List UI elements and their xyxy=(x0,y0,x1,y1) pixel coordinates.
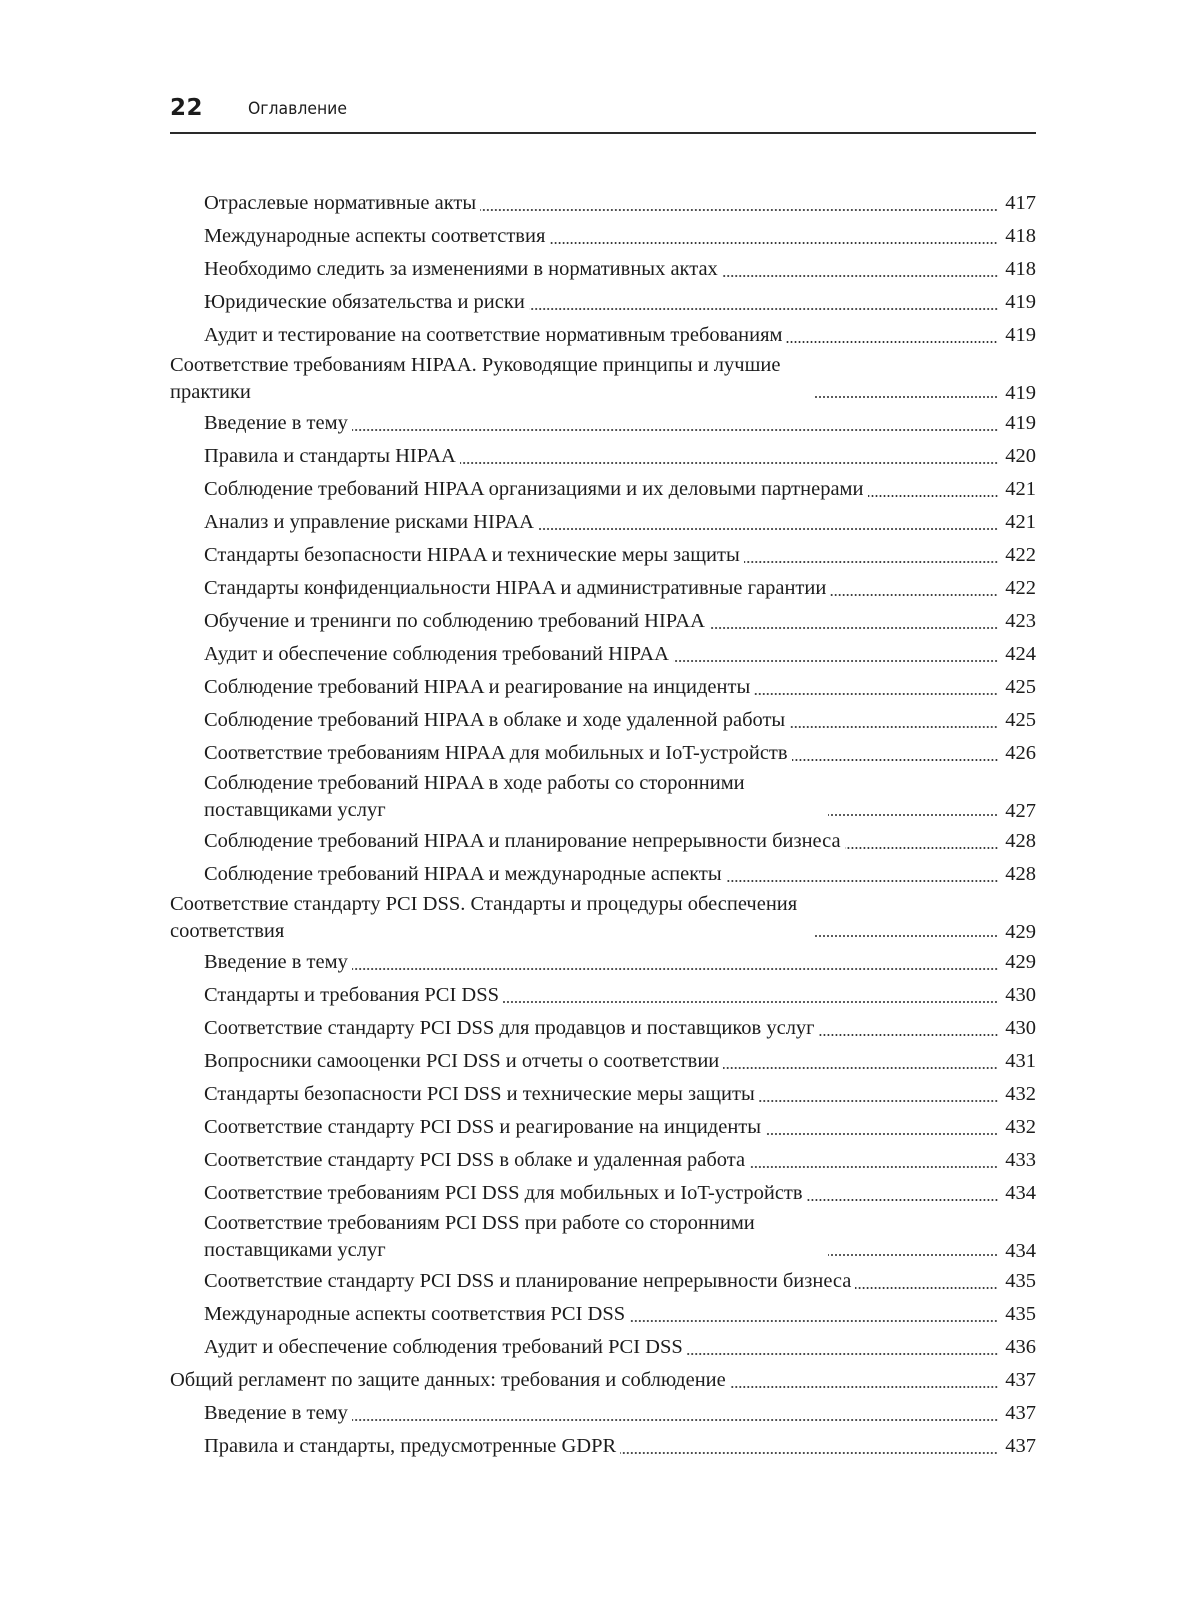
dot-leader xyxy=(503,1001,998,1003)
toc-subsection-entry[interactable] xyxy=(170,770,1036,825)
dot-leader xyxy=(687,1353,998,1355)
toc-entry-page: 437 xyxy=(1005,1402,1036,1424)
toc-entry-title: Международные аспекты соответствия PCI DSS xyxy=(204,1303,626,1325)
toc-entry-page: 420 xyxy=(1005,445,1036,467)
toc-entry-title: Соответствие требованиям PCI DSS для мобильных и IoT-устройств xyxy=(204,1182,803,1204)
toc-entry-page: 429 xyxy=(1005,951,1036,973)
toc-entry-title: Соответствие стандарту PCI DSS и планирование непрерывности бизнеса xyxy=(204,1270,852,1292)
toc-subsection-entry[interactable] xyxy=(170,946,1036,979)
page-header xyxy=(170,90,1036,134)
table-of-contents xyxy=(170,187,1036,1463)
toc-entry-title: Правила и стандарты HIPAA xyxy=(204,445,456,467)
toc-subsection-entry[interactable] xyxy=(170,539,1036,572)
toc-subsection-entry[interactable] xyxy=(170,704,1036,737)
toc-subsection-entry[interactable] xyxy=(170,253,1036,286)
toc-subsection-entry[interactable] xyxy=(170,737,1036,770)
toc-entry-page: 427 xyxy=(1005,800,1036,822)
dot-leader xyxy=(789,726,998,728)
dot-leader xyxy=(723,1067,998,1069)
toc-subsection-entry[interactable] xyxy=(170,1078,1036,1111)
toc-entry-title: Международные аспекты соответствия xyxy=(204,225,546,247)
toc-entry-page: 426 xyxy=(1005,742,1036,764)
dot-leader xyxy=(754,693,998,695)
toc-entry-title: Анализ и управление рисками HIPAA xyxy=(204,511,534,533)
toc-entry-page: 428 xyxy=(1005,830,1036,852)
toc-entry-page: 432 xyxy=(1005,1083,1036,1105)
dot-leader xyxy=(460,462,998,464)
toc-subsection-entry[interactable] xyxy=(170,1012,1036,1045)
dot-leader xyxy=(480,209,998,211)
toc-subsection-entry[interactable] xyxy=(170,638,1036,671)
toc-entry-page: 423 xyxy=(1005,610,1036,632)
toc-entry-page: 425 xyxy=(1005,676,1036,698)
dot-leader xyxy=(730,1386,998,1388)
toc-entry-page: 422 xyxy=(1005,544,1036,566)
dot-leader xyxy=(807,1199,998,1201)
toc-entry-page: 418 xyxy=(1005,225,1036,247)
toc-subsection-entry[interactable] xyxy=(170,407,1036,440)
toc-subsection-entry[interactable] xyxy=(170,319,1036,352)
toc-entry-title: Аудит и обеспечение соблюдения требований PCI DSS xyxy=(204,1336,683,1358)
toc-entry-title: Соответствие требованиям HIPAA. Руководящие принципы и лучшие практики xyxy=(170,354,781,403)
toc-subsection-entry[interactable] xyxy=(170,1177,1036,1210)
dot-leader xyxy=(855,1287,998,1289)
toc-entry-title: Введение в тему xyxy=(204,412,348,434)
toc-entry-title: Соответствие требованиям PCI DSS при работе со сторонними поставщиками услуг xyxy=(204,1212,755,1261)
toc-subsection-entry[interactable] xyxy=(170,1111,1036,1144)
toc-entry-page: 421 xyxy=(1005,511,1036,533)
dot-leader xyxy=(845,847,998,849)
dot-leader xyxy=(673,660,998,662)
dot-leader xyxy=(819,1034,998,1036)
toc-entry-page: 437 xyxy=(1005,1369,1036,1391)
toc-entry-title: Стандарты безопасности PCI DSS и технические меры защиты xyxy=(204,1083,755,1105)
toc-entry-page: 435 xyxy=(1005,1303,1036,1325)
dot-leader xyxy=(620,1452,998,1454)
running-title: Оглавление xyxy=(248,99,347,119)
dot-leader xyxy=(709,627,998,629)
dot-leader xyxy=(828,814,998,816)
toc-subsection-entry[interactable] xyxy=(170,858,1036,891)
dot-leader xyxy=(814,935,998,937)
dot-leader xyxy=(352,429,998,431)
toc-entry-title: Соблюдение требований HIPAA организациями и их деловыми партнерами xyxy=(204,478,864,500)
toc-entry-title: Стандарты конфиденциальности HIPAA и административные гарантии xyxy=(204,577,827,599)
dot-leader xyxy=(868,495,998,497)
toc-entry-page: 419 xyxy=(1005,382,1036,404)
toc-entry-title: Стандарты и требования PCI DSS xyxy=(204,984,500,1006)
toc-subsection-entry[interactable] xyxy=(170,440,1036,473)
toc-entry-title: Юридические обязательства и риски xyxy=(204,291,525,313)
toc-entry-title: Отраслевые нормативные акты xyxy=(204,192,477,214)
dot-leader xyxy=(722,275,998,277)
toc-subsection-entry[interactable] xyxy=(170,605,1036,638)
toc-entry-page: 425 xyxy=(1005,709,1036,731)
dot-leader xyxy=(538,528,998,530)
toc-entry-page: 431 xyxy=(1005,1050,1036,1072)
toc-entry-page: 430 xyxy=(1005,1017,1036,1039)
toc-entry-page: 418 xyxy=(1005,258,1036,280)
page-number: 22 xyxy=(170,95,204,121)
toc-subsection-entry[interactable] xyxy=(170,1331,1036,1364)
toc-entry-page: 419 xyxy=(1005,291,1036,313)
toc-subsection-entry[interactable] xyxy=(170,671,1036,704)
dot-leader xyxy=(352,968,998,970)
toc-entry-title: Соответствие стандарту PCI DSS и реагирование на инциденты xyxy=(204,1116,762,1138)
toc-entry-title: Соответствие стандарту PCI DSS в облаке и удаленная работа xyxy=(204,1149,746,1171)
toc-entry-title: Аудит и тестирование на соответствие нормативным требованиям xyxy=(204,324,783,346)
toc-entry-title: Соблюдение требований HIPAA и международные аспекты xyxy=(204,863,722,885)
toc-entry-page: 428 xyxy=(1005,863,1036,885)
dot-leader xyxy=(749,1166,998,1168)
dot-leader xyxy=(549,242,998,244)
dot-leader xyxy=(786,341,998,343)
toc-subsection-entry[interactable] xyxy=(170,1045,1036,1078)
toc-subsection-entry[interactable] xyxy=(170,1298,1036,1331)
toc-entry-page: 432 xyxy=(1005,1116,1036,1138)
toc-subsection-entry[interactable] xyxy=(170,1144,1036,1177)
dot-leader xyxy=(828,1254,998,1256)
toc-entry-page: 434 xyxy=(1005,1240,1036,1262)
toc-entry-title: Соблюдение требований HIPAA и реагирование на инциденты xyxy=(204,676,751,698)
toc-entry-title: Стандарты безопасности HIPAA и технические меры защиты xyxy=(204,544,740,566)
toc-subsection-entry[interactable] xyxy=(170,825,1036,858)
dot-leader xyxy=(744,561,998,563)
toc-section-entry[interactable] xyxy=(170,352,1036,407)
dot-leader xyxy=(765,1133,998,1135)
toc-entry-title: Правила и стандарты, предусмотренные GDPR xyxy=(204,1435,617,1457)
toc-entry-title: Введение в тему xyxy=(204,1402,348,1424)
toc-subsection-entry[interactable] xyxy=(170,286,1036,319)
toc-entry-title: Аудит и обеспечение соблюдения требований HIPAA xyxy=(204,643,669,665)
dot-leader xyxy=(726,880,998,882)
toc-entry-title: Соответствие стандарту PCI DSS для продавцов и поставщиков услуг xyxy=(204,1017,815,1039)
dot-leader xyxy=(352,1419,998,1421)
toc-subsection-entry[interactable] xyxy=(170,572,1036,605)
dot-leader xyxy=(830,594,998,596)
toc-entry-title: Введение в тему xyxy=(204,951,348,973)
toc-section-entry[interactable] xyxy=(170,1364,1036,1397)
dot-leader xyxy=(629,1320,998,1322)
toc-subsection-entry[interactable] xyxy=(170,220,1036,253)
toc-entry-page: 421 xyxy=(1005,478,1036,500)
toc-entry-page: 434 xyxy=(1005,1182,1036,1204)
toc-entry-title: Соблюдение требований HIPAA в ходе работы со сторонними поставщиками услуг xyxy=(204,772,745,821)
toc-subsection-entry[interactable] xyxy=(170,506,1036,539)
toc-entry-title: Обучение и тренинги по соблюдению требований HIPAA xyxy=(204,610,705,632)
toc-entry-page: 430 xyxy=(1005,984,1036,1006)
dot-leader xyxy=(759,1100,998,1102)
toc-entry-page: 433 xyxy=(1005,1149,1036,1171)
toc-subsection-entry[interactable] xyxy=(170,1430,1036,1463)
toc-subsection-entry[interactable] xyxy=(170,187,1036,220)
toc-subsection-entry[interactable] xyxy=(170,473,1036,506)
book-page xyxy=(170,0,1036,1600)
toc-entry-page: 417 xyxy=(1005,192,1036,214)
dot-leader xyxy=(814,396,998,398)
dot-leader xyxy=(529,308,998,310)
toc-entry-page: 424 xyxy=(1005,643,1036,665)
toc-entry-page: 422 xyxy=(1005,577,1036,599)
toc-entry-title: Соблюдение требований HIPAA и планирование непрерывности бизнеса xyxy=(204,830,841,852)
toc-subsection-entry[interactable] xyxy=(170,979,1036,1012)
toc-entry-title: Соблюдение требований HIPAA в облаке и ходе удаленной работы xyxy=(204,709,786,731)
toc-subsection-entry[interactable] xyxy=(170,1397,1036,1430)
toc-entry-page: 419 xyxy=(1005,324,1036,346)
toc-entry-title: Вопросники самооценки PCI DSS и отчеты о соответствии xyxy=(204,1050,720,1072)
toc-entry-page: 429 xyxy=(1005,921,1036,943)
toc-entry-title: Соответствие стандарту PCI DSS. Стандарты и процедуры обеспечения соответствия xyxy=(170,893,798,942)
toc-entry-title: Соответствие требованиям HIPAA для мобильных и IoT-устройств xyxy=(204,742,788,764)
toc-subsection-entry[interactable] xyxy=(170,1210,1036,1265)
dot-leader xyxy=(792,759,998,761)
toc-entry-page: 435 xyxy=(1005,1270,1036,1292)
toc-entry-page: 419 xyxy=(1005,412,1036,434)
toc-entry-title: Необходимо следить за изменениями в нормативных актах xyxy=(204,258,718,280)
toc-entry-page: 437 xyxy=(1005,1435,1036,1457)
toc-entry-title: Общий регламент по защите данных: требования и соблюдение xyxy=(170,1369,726,1391)
toc-section-entry[interactable] xyxy=(170,891,1036,946)
toc-subsection-entry[interactable] xyxy=(170,1265,1036,1298)
toc-entry-page: 436 xyxy=(1005,1336,1036,1358)
